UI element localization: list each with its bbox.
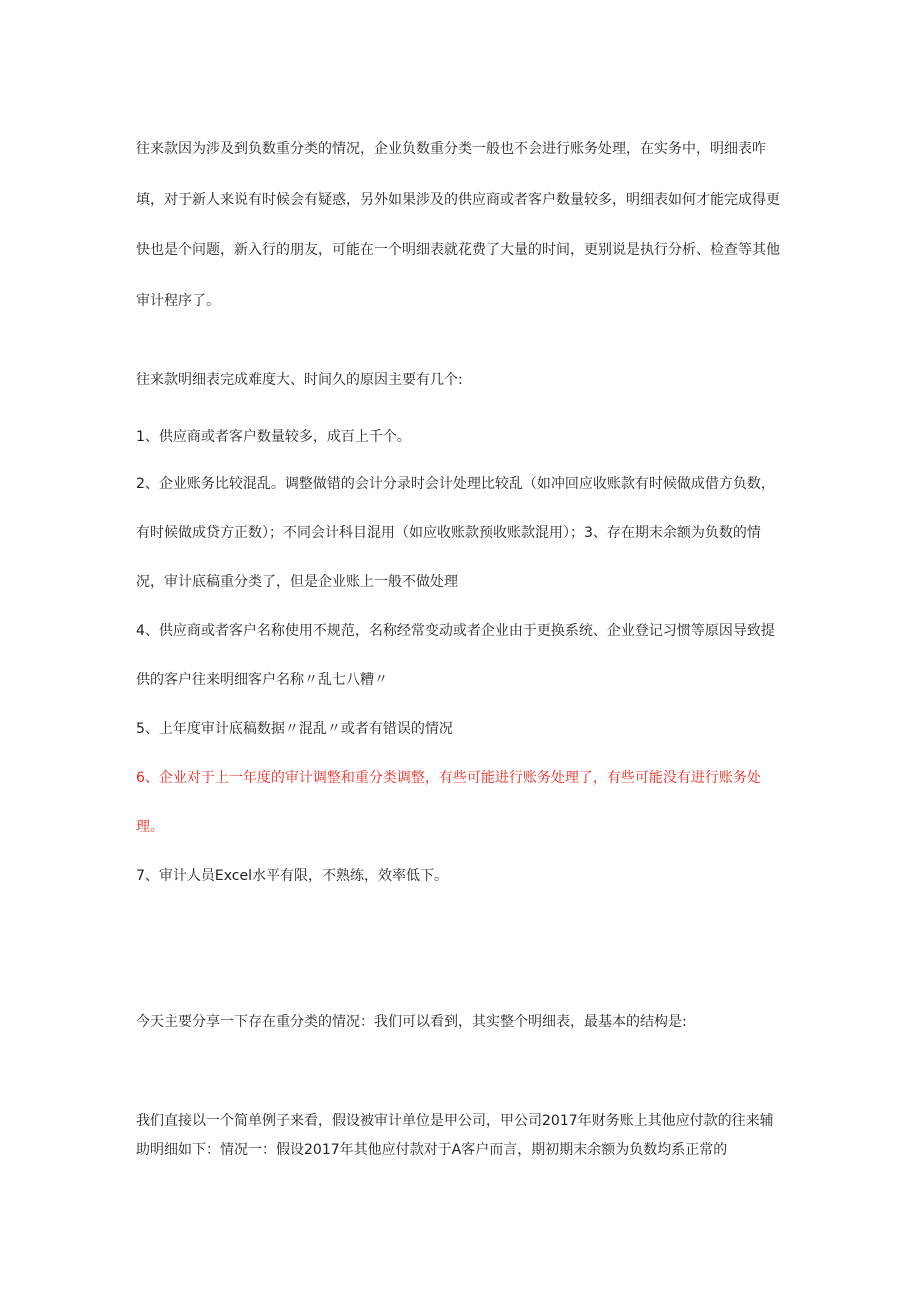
intro-paragraph: 往来款因为涉及到负数重分类的情况，企业负数重分类一般也不会进行账务处理，在实务中，明细表咋填，对于新人来说有时候会有疑惑，另外如果涉及的供应商或者客户数量较多，明细表如何才能完成得更快也是个问题，新入行的朋友，可能在一个明细表就花费了大量的时间，更别说是执行分析、检查等其他审计程序了。	[136, 141, 780, 310]
reason-item-7: 7、审计人员Excel水平有限，不熟练，效率低下。	[136, 868, 448, 884]
reason-item-4: 4、供应商或者客户名称使用不规范，名称经常变动或者企业由于更换系统、企业登记习惯等原因导致提供的客户往来明细客户名称〃乱七八糟〃	[136, 623, 775, 688]
share-paragraph: 今天主要分享一下存在重分类的情况：我们可以看到，其实整个明细表，最基本的结构是:	[136, 1014, 687, 1030]
reasons-heading: 往来款明细表完成难度大、时间久的原因主要有几个:	[136, 372, 463, 388]
reason-item-1: 1、供应商或者客户数量较多，成百上千个。	[136, 429, 411, 445]
reason-item-5: 5、上年度审计底稿数据〃混乱〃或者有错误的情况	[136, 721, 453, 737]
reason-item-2: 2、企业账务比较混乱。调整做错的会计分录时会计处理比较乱（如冲回应收账款有时候做成借方负数，有时候做成贷方正数）；不同会计科目混用（如应收账款预收账款混用）；3、存在期末余额为负数的情况，审计底稿重分类了，但是企业账上一般不做处理	[136, 476, 775, 590]
reason-item-6-highlighted: 6、企业对于上一年度的审计调整和重分类调整，有些可能进行账务处理了，有些可能没有进行账务处理。	[136, 770, 761, 835]
example-paragraph: 我们直接以一个简单例子来看，假设被审计单位是甲公司，甲公司2017年财务账上其他应付款的往来辅助明细如下：情况一：假设2017年其他应付款对于A客户而言，期初期末余额为负数均系正常的	[136, 1113, 774, 1158]
